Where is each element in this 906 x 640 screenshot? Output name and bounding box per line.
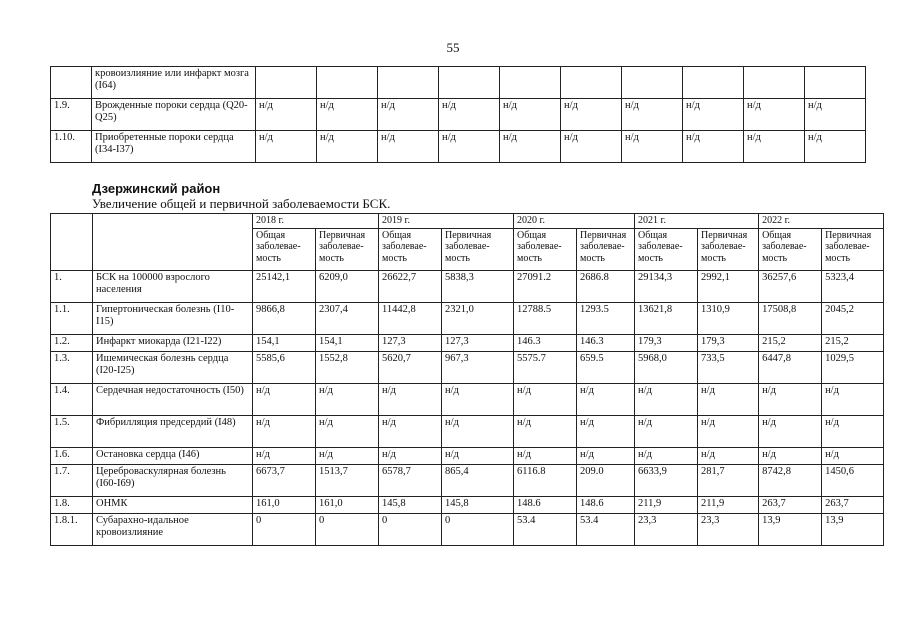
value-cell: 967,3: [442, 351, 514, 383]
value-cell: 1450,6: [822, 464, 884, 496]
row-number: 1.1.: [51, 302, 93, 334]
value-cell: н/д: [561, 99, 622, 131]
table-row: [51, 99, 866, 131]
value-cell: н/д: [822, 447, 884, 464]
value-cell: 154,1: [316, 334, 379, 351]
value-cell: [683, 67, 744, 99]
value-cell: 9866,8: [253, 302, 316, 334]
value-cell: [561, 67, 622, 99]
value-cell: 1029,5: [822, 351, 884, 383]
value-cell: 0: [316, 513, 379, 545]
value-cell: н/д: [316, 415, 379, 447]
value-cell: 27091.2: [514, 270, 577, 302]
value-cell: н/д: [514, 415, 577, 447]
header-name-cell: [93, 214, 253, 271]
table-row: [51, 383, 884, 415]
row-name: Ишемическая болезнь сердца (I20-I25): [93, 351, 253, 383]
total-incidence-header: Общая заболевае-мость: [514, 228, 577, 270]
value-cell: [378, 67, 439, 99]
year-header: 2022 г.: [759, 214, 884, 229]
value-cell: н/д: [635, 447, 698, 464]
value-cell: 53.4: [577, 513, 635, 545]
value-cell: н/д: [439, 99, 500, 131]
header-num-cell: [51, 214, 93, 271]
page-number: 55: [446, 40, 460, 55]
value-cell: н/д: [514, 447, 577, 464]
row-name: кровоизлияние или инфаркт мозга (I64): [92, 67, 256, 99]
value-cell: 53.4: [514, 513, 577, 545]
row-number: 1.6.: [51, 447, 93, 464]
table-row: [51, 415, 884, 447]
value-cell: н/д: [442, 415, 514, 447]
value-cell: 659.5: [577, 351, 635, 383]
value-cell: [805, 67, 866, 99]
table-row: [51, 351, 884, 383]
value-cell: н/д: [698, 415, 759, 447]
value-cell: 161,0: [316, 496, 379, 513]
row-name: Инфаркт миокарда (I21-I22): [93, 334, 253, 351]
value-cell: [317, 67, 378, 99]
section-subtitle: Увеличение общей и первичной заболеваемости БСК.: [92, 196, 391, 211]
row-number: 1.8.1.: [51, 513, 93, 545]
value-cell: 6116.8: [514, 464, 577, 496]
row-name: Цереброваскулярная болезнь (I60-I69): [93, 464, 253, 496]
value-cell: н/д: [805, 131, 866, 163]
value-cell: 25142,1: [253, 270, 316, 302]
row-number: 1.3.: [51, 351, 93, 383]
value-cell: 127,3: [379, 334, 442, 351]
value-cell: н/д: [256, 131, 317, 163]
value-cell: 127,3: [442, 334, 514, 351]
value-cell: 13,9: [822, 513, 884, 545]
primary-incidence-header: Первичная заболевае-мость: [577, 228, 635, 270]
continued-table: [50, 66, 866, 163]
row-number: [51, 67, 92, 99]
value-cell: н/д: [822, 415, 884, 447]
value-cell: 1513,7: [316, 464, 379, 496]
value-cell: н/д: [744, 131, 805, 163]
value-cell: 263,7: [822, 496, 884, 513]
value-cell: н/д: [577, 447, 635, 464]
value-cell: 211,9: [698, 496, 759, 513]
value-cell: 1293.5: [577, 302, 635, 334]
table-row: [51, 67, 866, 99]
value-cell: 6673,7: [253, 464, 316, 496]
value-cell: 2045,2: [822, 302, 884, 334]
incidence-table: [50, 213, 884, 546]
row-name: Приобретенные пороки сердца (I34-I37): [92, 131, 256, 163]
value-cell: н/д: [744, 99, 805, 131]
table-row: [51, 447, 884, 464]
primary-incidence-header: Первичная заболевае-мость: [442, 228, 514, 270]
value-cell: 179,3: [635, 334, 698, 351]
primary-incidence-header: Первичная заболевае-мость: [698, 228, 759, 270]
value-cell: н/д: [442, 447, 514, 464]
row-name: Фибрилляция предсердий (I48): [93, 415, 253, 447]
table-row: [51, 270, 884, 302]
value-cell: н/д: [635, 415, 698, 447]
value-cell: 161,0: [253, 496, 316, 513]
value-cell: 2307,4: [316, 302, 379, 334]
value-cell: н/д: [378, 131, 439, 163]
value-cell: н/д: [439, 131, 500, 163]
value-cell: н/д: [379, 415, 442, 447]
value-cell: 11442,8: [379, 302, 442, 334]
value-cell: 6578,7: [379, 464, 442, 496]
value-cell: н/д: [317, 99, 378, 131]
year-header: 2020 г.: [514, 214, 635, 229]
value-cell: н/д: [698, 447, 759, 464]
value-cell: 148.6: [514, 496, 577, 513]
table-row: [51, 464, 884, 496]
row-name: БСК на 100000 взрослого населения: [93, 270, 253, 302]
value-cell: н/д: [683, 99, 744, 131]
table-row: [51, 131, 866, 163]
value-cell: 5575.7: [514, 351, 577, 383]
value-cell: 17508,8: [759, 302, 822, 334]
value-cell: 0: [442, 513, 514, 545]
year-header: 2019 г.: [379, 214, 514, 229]
value-cell: н/д: [805, 99, 866, 131]
value-cell: 5968,0: [635, 351, 698, 383]
total-incidence-header: Общая заболевае-мость: [635, 228, 698, 270]
value-cell: 209.0: [577, 464, 635, 496]
value-cell: 8742,8: [759, 464, 822, 496]
value-cell: н/д: [698, 383, 759, 415]
row-number: 1.2.: [51, 334, 93, 351]
value-cell: 146.3: [514, 334, 577, 351]
value-cell: н/д: [500, 131, 561, 163]
value-cell: н/д: [561, 131, 622, 163]
value-cell: 6633,9: [635, 464, 698, 496]
row-name: Остановка сердца (I46): [93, 447, 253, 464]
value-cell: 865,4: [442, 464, 514, 496]
value-cell: н/д: [378, 99, 439, 131]
primary-incidence-header: Первичная заболевае-мость: [316, 228, 379, 270]
value-cell: 263,7: [759, 496, 822, 513]
value-cell: 0: [379, 513, 442, 545]
value-cell: 1310,9: [698, 302, 759, 334]
value-cell: н/д: [253, 383, 316, 415]
value-cell: н/д: [759, 415, 822, 447]
value-cell: 215,2: [759, 334, 822, 351]
value-cell: 6447,8: [759, 351, 822, 383]
row-number: 1.9.: [51, 99, 92, 131]
row-number: 1.7.: [51, 464, 93, 496]
value-cell: н/д: [577, 415, 635, 447]
table-row: [51, 302, 884, 334]
value-cell: н/д: [379, 447, 442, 464]
value-cell: н/д: [253, 447, 316, 464]
value-cell: 5838,3: [442, 270, 514, 302]
table-row: [51, 496, 884, 513]
primary-incidence-header: Первичная заболевае-мость: [822, 228, 884, 270]
value-cell: 36257,6: [759, 270, 822, 302]
value-cell: 12788.5: [514, 302, 577, 334]
value-cell: н/д: [577, 383, 635, 415]
row-number: 1.4.: [51, 383, 93, 415]
value-cell: н/д: [379, 383, 442, 415]
value-cell: 23,3: [698, 513, 759, 545]
value-cell: 6209,0: [316, 270, 379, 302]
value-cell: 29134,3: [635, 270, 698, 302]
value-cell: [439, 67, 500, 99]
row-number: 1.8.: [51, 496, 93, 513]
value-cell: н/д: [683, 131, 744, 163]
value-cell: 733,5: [698, 351, 759, 383]
value-cell: 146.3: [577, 334, 635, 351]
row-number: 1.5.: [51, 415, 93, 447]
value-cell: 148.6: [577, 496, 635, 513]
value-cell: 26622,7: [379, 270, 442, 302]
total-incidence-header: Общая заболевае-мость: [759, 228, 822, 270]
value-cell: 145,8: [442, 496, 514, 513]
value-cell: 154,1: [253, 334, 316, 351]
value-cell: 5620,7: [379, 351, 442, 383]
value-cell: н/д: [317, 131, 378, 163]
value-cell: н/д: [622, 131, 683, 163]
value-cell: [622, 67, 683, 99]
value-cell: н/д: [759, 447, 822, 464]
value-cell: 5585,6: [253, 351, 316, 383]
value-cell: 23,3: [635, 513, 698, 545]
row-name: Гипертоническая болезнь (I10-I15): [93, 302, 253, 334]
year-header: 2018 г.: [253, 214, 379, 229]
row-name: ОНМК: [93, 496, 253, 513]
value-cell: [744, 67, 805, 99]
value-cell: 5323,4: [822, 270, 884, 302]
row-number: 1.: [51, 270, 93, 302]
value-cell: н/д: [316, 383, 379, 415]
value-cell: 13,9: [759, 513, 822, 545]
value-cell: 2686.8: [577, 270, 635, 302]
row-number: 1.10.: [51, 131, 92, 163]
table-row: [51, 513, 884, 545]
row-name: Сердечная недостаточность (I50): [93, 383, 253, 415]
value-cell: н/д: [622, 99, 683, 131]
value-cell: н/д: [514, 383, 577, 415]
row-name: Врожденные пороки сердца (Q20-Q25): [92, 99, 256, 131]
year-header: 2021 г.: [635, 214, 759, 229]
value-cell: [256, 67, 317, 99]
value-cell: 215,2: [822, 334, 884, 351]
value-cell: 145,8: [379, 496, 442, 513]
table-row: [51, 334, 884, 351]
value-cell: 281,7: [698, 464, 759, 496]
value-cell: н/д: [442, 383, 514, 415]
row-name: Субарахно-идальное кровоизлияние: [93, 513, 253, 545]
value-cell: [500, 67, 561, 99]
year-header-row: [51, 214, 884, 229]
value-cell: 2992,1: [698, 270, 759, 302]
value-cell: н/д: [316, 447, 379, 464]
value-cell: н/д: [759, 383, 822, 415]
district-heading: Дзержинский район: [92, 181, 221, 196]
value-cell: н/д: [635, 383, 698, 415]
value-cell: 1552,8: [316, 351, 379, 383]
value-cell: 179,3: [698, 334, 759, 351]
value-cell: 211,9: [635, 496, 698, 513]
value-cell: н/д: [256, 99, 317, 131]
value-cell: 2321,0: [442, 302, 514, 334]
total-incidence-header: Общая заболевае-мость: [253, 228, 316, 270]
value-cell: 13621,8: [635, 302, 698, 334]
value-cell: н/д: [253, 415, 316, 447]
value-cell: 0: [253, 513, 316, 545]
value-cell: н/д: [500, 99, 561, 131]
total-incidence-header: Общая заболевае-мость: [379, 228, 442, 270]
value-cell: н/д: [822, 383, 884, 415]
